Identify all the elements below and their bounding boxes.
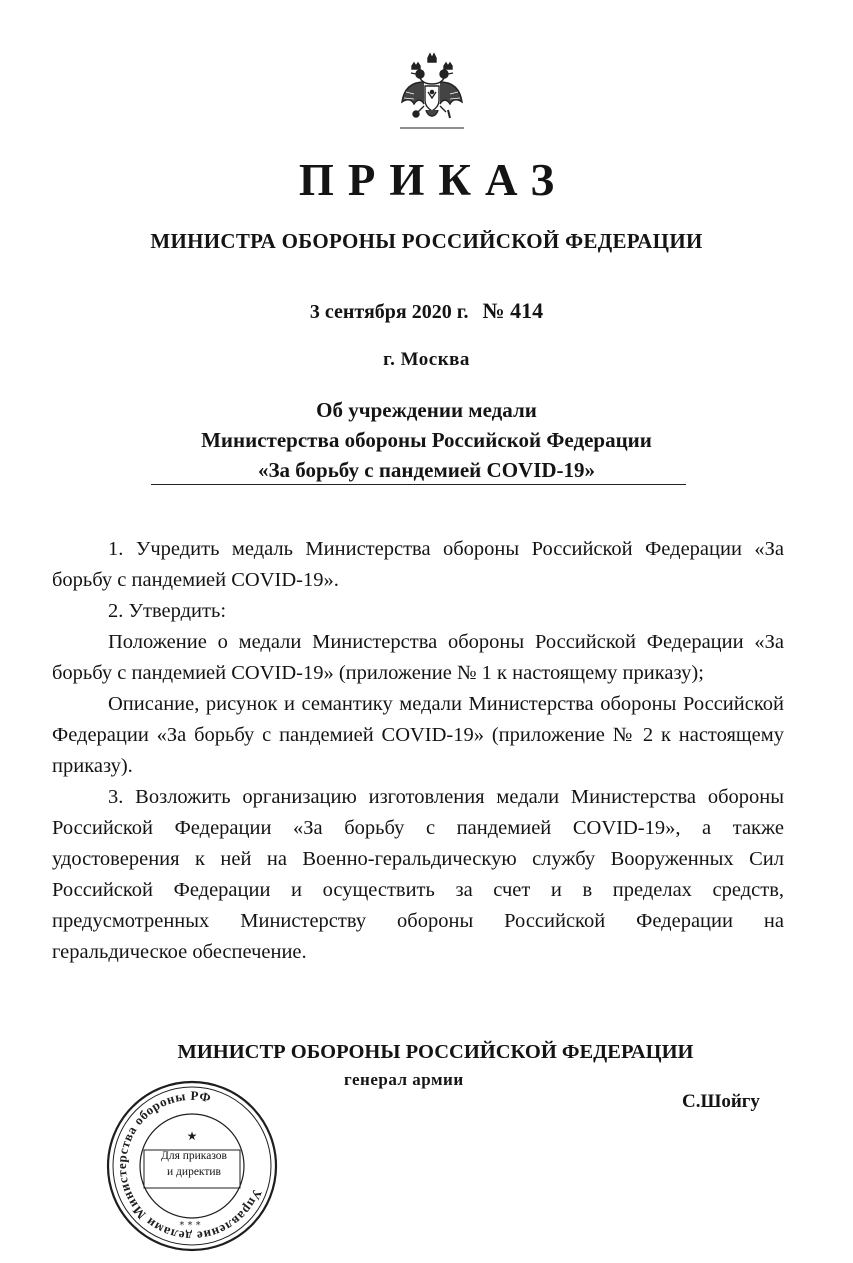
order-body	[52, 534, 784, 968]
signatory-rank: генерал армии	[344, 1070, 464, 1089]
paragraph-2-item-1: Положение о медали Министерства обороны Российской Федерации «За борьбу с пандемией COVID-19» (приложение № 1 к настоящему приказу);	[52, 631, 784, 684]
paragraph-2-item-2: Описание, рисунок и семантику медали Министерства обороны Российской Федерации «За борьбу с пандемией COVID-19» (приложение № 2 к настоящему приказу).	[52, 693, 784, 777]
order-date: 3 сентября 2020 г.	[309, 301, 469, 323]
subject-line: Об учреждении медали	[316, 398, 537, 422]
signatory-position: МИНИСТР ОБОРОНЫ РОССИЙСКОЙ ФЕДЕРАЦИИ	[177, 1041, 694, 1063]
svg-text:★: ★	[186, 1129, 198, 1143]
order-city: г. Москва	[383, 349, 470, 370]
order-subject	[0, 395, 853, 485]
stamp-line: и директив	[167, 1166, 221, 1178]
paragraph-3: 3. Возложить организацию изготовления медали Министерства обороны Российской Федерации «За борьбу с пандемией COVID-19», а также удостоверения к ней на Военно-геральдическую службу Вооруженных Сил Российской Федерации и осуществить за счет и в пределах средств, предусмотренных Министерству обороны Российской Федерации на геральдическое обеспечение.	[52, 786, 784, 963]
paragraph-1: 1. Учредить медаль Министерства обороны Российской Федерации «За борьбу с пандемией COVID-19».	[52, 538, 784, 591]
subject-line: Министерства обороны Российской Федерации	[201, 428, 652, 452]
signatory-name: С.Шойгу	[682, 1091, 760, 1112]
subject-line: «За борьбу с пандемией COVID-19»	[257, 458, 596, 482]
subject-underline	[151, 484, 686, 485]
document-title: ПРИКАЗ	[298, 155, 569, 205]
stamp-center-text	[146, 1148, 242, 1180]
stamp-line: Для приказов	[161, 1150, 227, 1162]
issuer-heading: МИНИСТРА ОБОРОНЫ РОССИЙСКОЙ ФЕДЕРАЦИИ	[150, 229, 703, 253]
order-number: № 414	[482, 298, 544, 323]
date-number-line	[0, 297, 853, 326]
svg-text:Управление делами Министерства: Управление делами Министерства обороны РФ	[113, 1087, 266, 1245]
paragraph-2: 2. Утвердить:	[108, 600, 227, 622]
svg-text:* * *: * * *	[179, 1220, 201, 1231]
double-headed-eagle-icon	[398, 52, 466, 134]
